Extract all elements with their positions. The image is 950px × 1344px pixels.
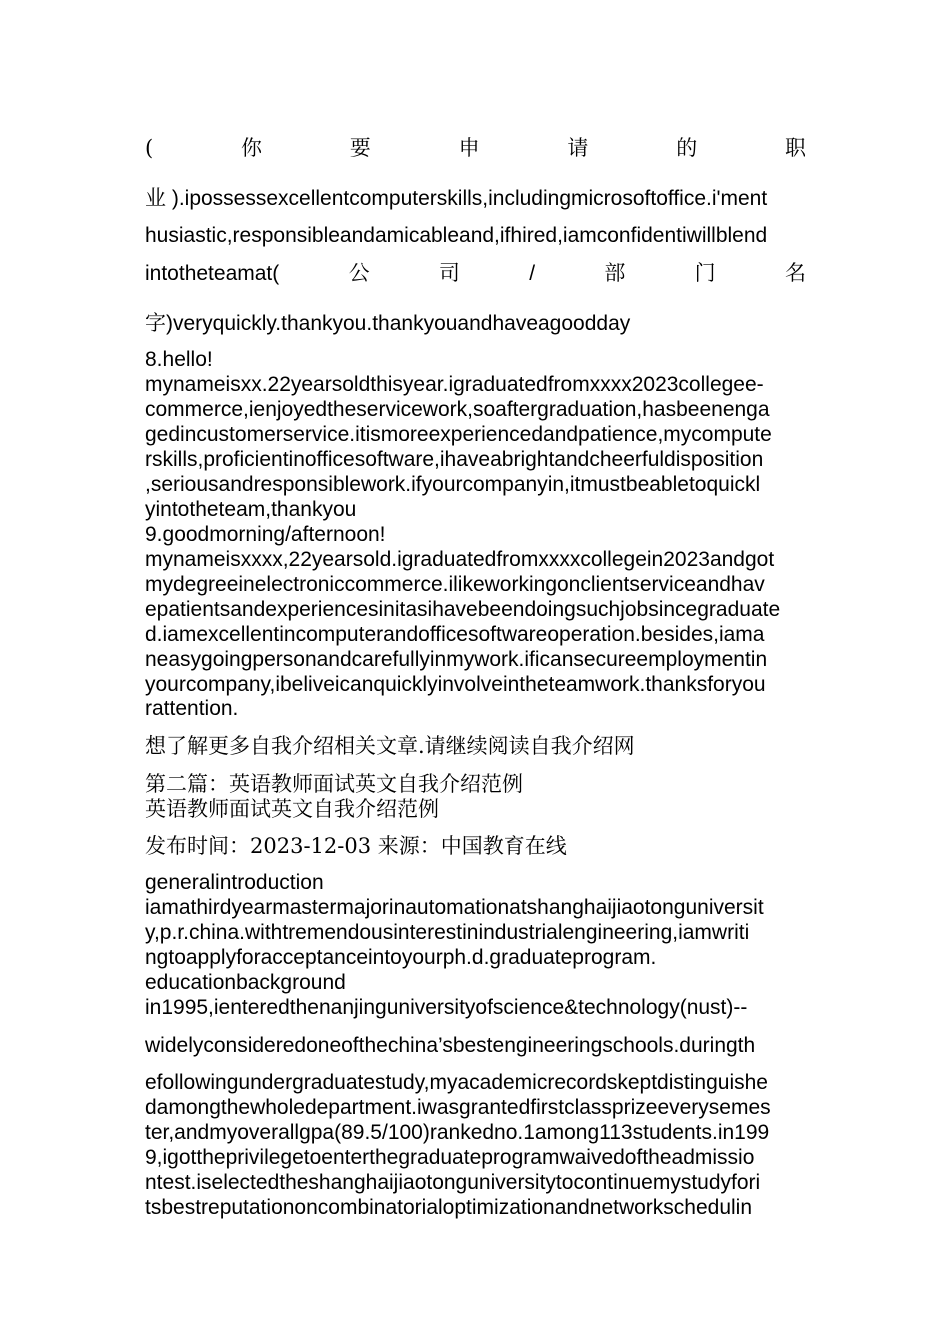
text-line: damongthewholedepartment.iwasgrantedfirstclassprizeeverysemes [145, 1096, 771, 1119]
line-1-char: 申 [458, 136, 480, 160]
publish-info: 发布时间：2023-12-03 来源：中国教育在线 [145, 834, 567, 858]
line-4-part: 公 [348, 261, 370, 285]
line-4-part: 司 [438, 261, 460, 285]
text-line: 8.hello! [145, 348, 213, 371]
text-line: husiastic,responsibleandamicableand,ifhired,iamconfidentiwillblend [145, 224, 768, 247]
section-title: 英语教师面试英文自我介绍范例 [145, 797, 439, 821]
text-line: yourcompany,ibeliveicanquicklyinvolveintheteamwork.thanksforyou [145, 673, 766, 696]
text-line: ,seriousandresponsiblework.ifyourcompanyin,itmustbeabletoquickl [145, 473, 761, 496]
text-line: rskills,proficientinofficesoftware,ihaveabrightandcheerfuldisposition [145, 448, 764, 471]
text-line: rattention. [145, 697, 239, 720]
text-line: epatientsandexperiencesinitasihavebeendoingsuchjobsincegraduate [145, 598, 781, 621]
text-line: gedincustomerservice.itismoreexperiencedandpatience,mycompute [145, 423, 772, 446]
text-line: efollowingundergraduatestudy,myacademicrecordskeptdistinguishe [145, 1071, 768, 1094]
line-4-part: 部 [604, 261, 626, 285]
text-line: mydegreeinelectroniccommerce.ilikeworkingonclientserviceandhav [145, 573, 765, 596]
justified-line-4 [145, 261, 806, 286]
line-4-part: / [529, 262, 536, 285]
text-line: in1995,ienteredthenanjinguniversityofscience&technology(nust)-- [145, 996, 748, 1019]
text-line: tsbestreputationoncombinatorialoptimizationandnetworkschedulin [145, 1196, 753, 1219]
text-line: y,p.r.china.withtremendousinterestinindustrialengineering,iamwriti [145, 921, 750, 944]
line-1-char: 职 [784, 136, 806, 160]
line-1-char: 的 [676, 136, 698, 160]
text-line: yintotheteam,thankyou [145, 498, 357, 521]
text-line: iamathirdyearmastermajorinautomationatshanghaijiaotonguniversit [145, 896, 764, 919]
text-line: d.iamexcellentincomputerandofficesoftwareoperation.besides,iama [145, 623, 765, 646]
text-line: 业 ).ipossessexcellentcomputerskills,includingmicrosoftoffice.i'ment [145, 187, 768, 210]
line-4-part: intotheteamat( [145, 262, 280, 285]
text-line: commerce,ienjoyedtheservicework,soaftergraduation,hasbeenenga [145, 398, 770, 421]
text-line: generalintroduction [145, 871, 324, 894]
text-line: 9.goodmorning/afternoon! [145, 523, 386, 546]
line-1-char: 请 [567, 136, 589, 160]
text-line: ngtoapplyforacceptanceintoyourph.d.graduateprogram. [145, 946, 657, 969]
text-line: ter,andmyoverallgpa(89.5/100)rankedno.1among113students.in199 [145, 1121, 770, 1144]
text-line: neasygoingpersonandcarefullyinmywork.ificansecureemploymentin [145, 648, 768, 671]
text-line: educationbackground [145, 971, 346, 994]
text-line: 9,igottheprivilegetoenterthegraduateprogramwaivedoftheadmissio [145, 1146, 755, 1169]
more-articles-link[interactable]: 想了解更多自我介绍相关文章.请继续阅读自我介绍网 [145, 734, 635, 758]
line-1-char: ( [145, 136, 154, 160]
line-4-part: 门 [694, 261, 716, 285]
text-line: mynameisxx.22yearsoldthisyear.igraduatedfromxxxx2023collegee- [145, 373, 764, 396]
line-4-part: 名 [784, 261, 806, 285]
text-line: 字)veryquickly.thankyou.thankyouandhaveagoodday [145, 312, 631, 335]
text-line: ntest.iselectedtheshanghaijiaotonguniversitytocontinuemystudyfori [145, 1171, 761, 1194]
text-line: widelyconsideredoneofthechina’sbestengineeringschools.duringth [145, 1034, 756, 1057]
line-1-char: 要 [349, 136, 371, 160]
justified-line-1 [145, 136, 806, 161]
line-1-char: 你 [241, 136, 262, 160]
section-heading: 第二篇：英语教师面试英文自我介绍范例 [145, 772, 523, 796]
text-line: mynameisxxxx,22yearsold.igraduatedfromxxxxcollegein2023andgot [145, 548, 775, 571]
